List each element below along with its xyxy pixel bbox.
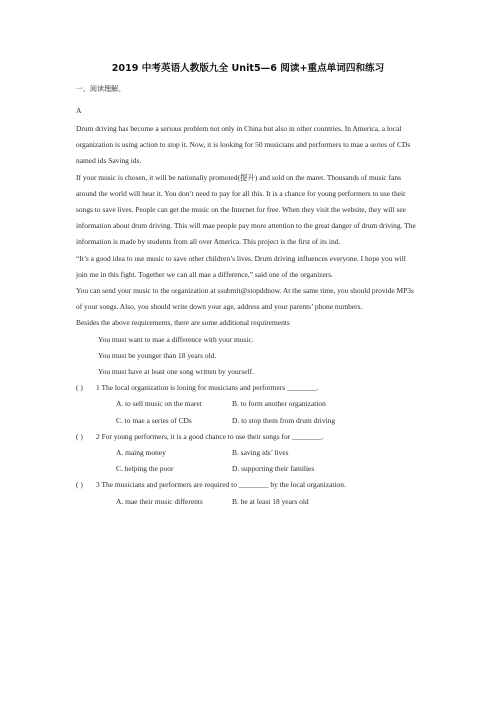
paragraph: If your music is chosen, it will be nationally promoted(提升) and sold on the maret. Thousands of music fans around the world will hear it. You don’t need to pay for all this. It is a chance for young performers to use their songs to save lives. People can get the music on the Internet for free. When they visit the website, they will see information about drum driving. This will mae people pay more attention to the great danger of drum driving. The information is made by students from all over America. This project is the first of its ind. xyxy=(76,172,416,247)
question-1 xyxy=(76,380,416,429)
option-b: B. saving ids’ lives xyxy=(232,448,289,458)
paragraph: Besides the above requirements, there are some additional requirements xyxy=(76,318,290,328)
question-stem: 1 The local organization is looing for musicians and performers ________. xyxy=(96,383,319,393)
requirement-item: You must be younger than 18 years old. xyxy=(98,350,217,360)
option-d: D. to stop them from drum driving xyxy=(232,415,336,425)
paragraph: You can send your music to the organization at ssubmit@stopddnow. At the same time, you should provide MP3s of your songs. Also, you should write down your age, address and your parents’ phone numbers. xyxy=(76,286,414,312)
answer-blank[interactable]: ( ) xyxy=(76,431,83,441)
paragraph: “It’s a good idea to use music to save other children’s lives. Drum driving influences everyone. I hope you will join me in this fight. Together we can all mae a difference,” said one of the organizers. xyxy=(76,253,406,279)
option-a: A. to sell music on the maret xyxy=(116,399,202,409)
option-b: B. to form another organization xyxy=(232,399,326,409)
question-3 xyxy=(76,477,416,509)
requirement-item: You must have at least one song written by yourself. xyxy=(98,367,254,377)
question-stem: 2 For young performers, it is a good chance to use their songs for ________. xyxy=(96,431,324,441)
passage-label: A xyxy=(76,106,82,115)
option-c: C. to mae a series of CDs xyxy=(116,415,192,425)
option-a: A. maing money xyxy=(116,448,166,458)
passage-body xyxy=(76,121,416,510)
answer-blank[interactable]: ( ) xyxy=(76,480,83,490)
option-c: C. helping the poor xyxy=(116,464,174,474)
answer-blank[interactable]: ( ) xyxy=(76,383,83,393)
requirements-list xyxy=(76,332,416,381)
requirement-item: You must want to mae a difference with your music. xyxy=(98,334,254,344)
section-heading: 一、阅读理解。 xyxy=(76,85,125,93)
option-b: B. be at least 18 years old xyxy=(232,496,309,506)
paragraph: Drum driving has become a serious problem not only in China but also in other countries. In America, a local organization is using action to stop it. Now, it is looking for 50 musicians and performers to mae a series of CDs named ids Saving ids. xyxy=(76,124,411,166)
page-title: 2019 中考英语人教版九全 Unit5—6 阅读+重点单词四和练习 xyxy=(111,63,385,74)
question-2 xyxy=(76,429,416,478)
option-d: D. supporting their families xyxy=(232,464,315,474)
question-stem: 3 The musicians and performers are required to ________ by the local organization. xyxy=(96,480,346,490)
option-a: A. mae their music differents xyxy=(116,496,203,506)
